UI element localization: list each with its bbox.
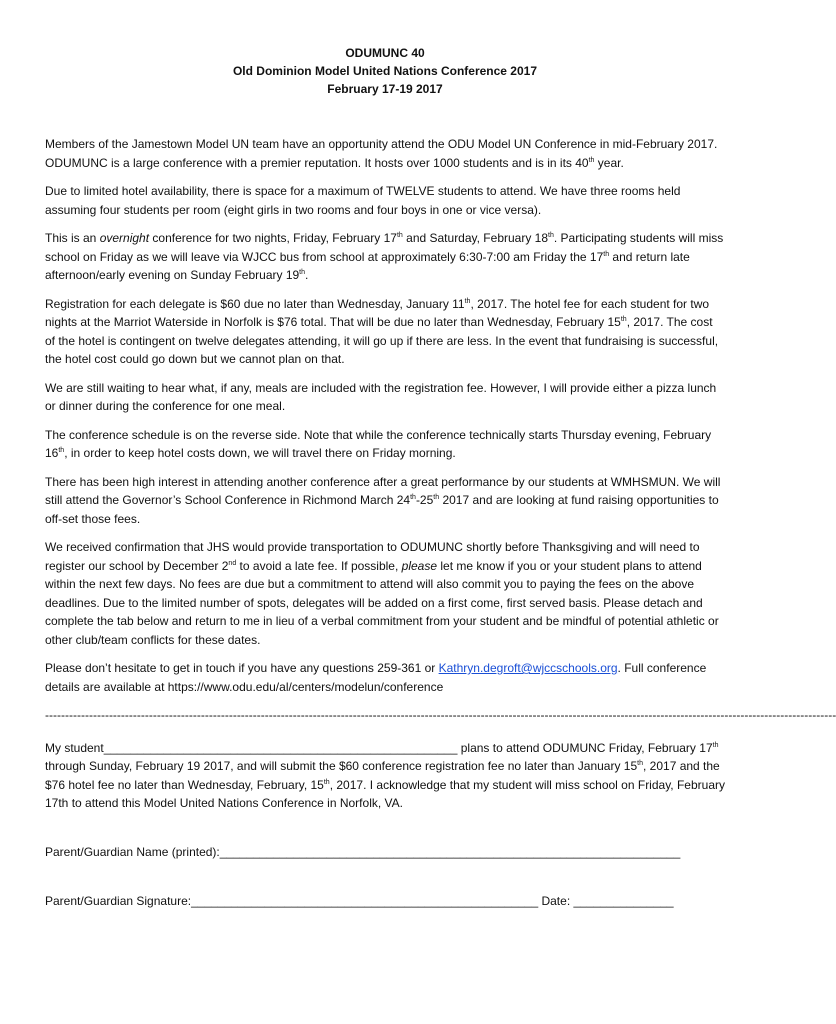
document-header [45,44,725,98]
conference-name: Old Dominion Model United Nations Conference 2017 [232,64,538,78]
overnight-paragraph: This is an overnight conference for two nights, Friday, February 17th and Saturday, February 18th. Participating students will miss school on Friday as we will leave via WJCC bus from school at approximately 6:30-7:00 am Friday the 17th and return late afternoon/early evening on Sunday February 19th. [45,231,724,282]
document-title: ODUMUNC 40 [345,46,425,60]
registration-fee-paragraph: Registration for each delegate is $60 due no later than Wednesday, January 11th, 2017. The hotel fee for each student for two nights at the Marriot Waterside in Norfolk is $76 total. That will be due no later than Wednesday, February 15th, 2017. The cost of the hotel is contingent on twelve delegates attending, it will go up if there are less. In the event that fundraising is successful, the hotel cost could go down but we cannot plan on that. [45,296,719,366]
schedule-paragraph: The conference schedule is on the reverse side. Note that while the conference technically starts Thursday evening, February 16th, in order to keep hotel costs down, we will travel there on Friday morning. [45,427,712,460]
transportation-paragraph: We received confirmation that JHS would provide transportation to ODUMUNC shortly before Thanksgiving and will need to register our school by December 2nd to avoid a late fee. If possible, please let me know if you or your student plans to attend within the next few days. No fees are due but a commitment to attend will also commit you to paying the fees on the above deadlines. Due to the limited number of spots, delegates will be added on a first come, first served basis. Please detach and complete the tab below and return to me in lieu of a verbal commitment from your student and be mindful of potential athletic or other club/team conflicts for these dates. [45,540,719,647]
detach-divider: ------------------------------------------------------------------------------------------------------------------------------------------------------------------------------------------------------ [45,708,836,722]
document-page [45,44,836,911]
commitment-form-paragraph: My student_____________________________________________________ plans to attend ODUMUNC Friday, February 17th through Sunday, February 19 2017, and will submit the $60 conference registration fee no later than January 15th, 2017 and the $76 hotel fee no later than Wednesday, February, 15th, 2017. I acknowledge that my student will miss school on Friday, February 17th to attend this Model United Nations Conference in Norfolk, VA. [45,740,725,810]
guardian-name-field: Parent/Guardian Name (printed):_____________________________________________________________________ [45,844,681,859]
conference-dates: February 17-19 2017 [327,82,443,96]
guardian-signature-field: Parent/Guardian Signature:____________________________________________________ Date: _______________ [45,894,674,908]
contact-paragraph: Please don’t hesitate to get in touch if you have any questions 259-361 or Kathryn.degroft@wjccschools.org. Full conference details are available at https://www.odu.edu/al/centers/modelun/conference [45,661,707,694]
meals-paragraph: We are still waiting to hear what, if any, meals are included with the registration fee. However, I will provide either a pizza lunch or dinner during the conference for one meal. [45,380,717,413]
intro-paragraph: Members of the Jamestown Model UN team have an opportunity attend the ODU Model UN Conference in mid-February 2017. ODUMUNC is a large conference with a premier reputation. It hosts over 1000 students and is in its 40th year. [45,137,718,170]
other-conference-paragraph: There has been high interest in attending another conference after a great performance by our students at WMHSMUN. We will still attend the Governor’s School Conference in Richmond March 24th-25th 2017 and are looking at fund raising opportunities to off-set those fees. [45,474,721,526]
hotel-availability-paragraph: Due to limited hotel availability, there is space for a maximum of TWELVE students to attend. We have three rooms held assuming four students per room (eight girls in two rooms and four boys in one or vice versa). [45,184,681,217]
contact-email-link[interactable]: Kathryn.degroft@wjccschools.org [438,661,618,675]
